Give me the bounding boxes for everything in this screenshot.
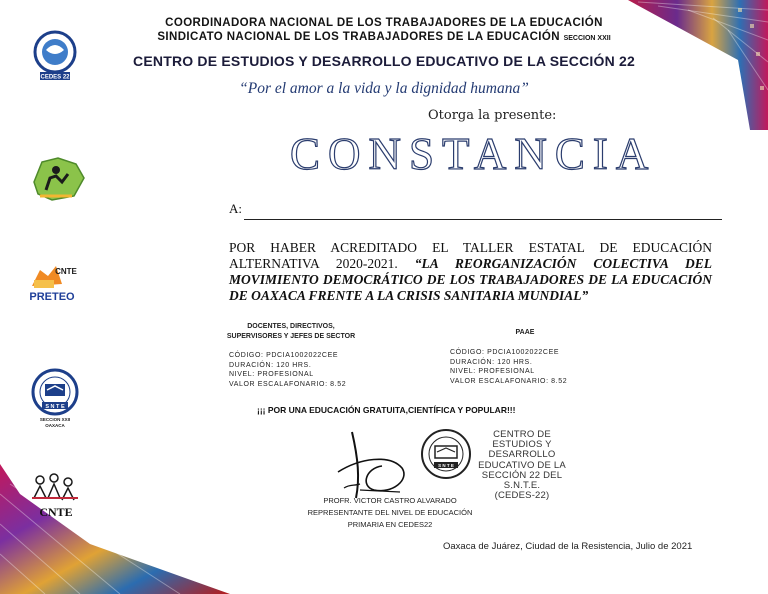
preteo-text: PRETEO [29, 291, 75, 303]
snte-logo [28, 368, 82, 430]
signer-role-1: REPRESENTANTE DEL NIVEL DE EDUCACIÓN [307, 508, 473, 517]
seal-badge-text: S N T E [438, 463, 454, 468]
seal-line: S.N.T.E. [503, 480, 541, 492]
body-intro: POR HABER ACREDITADO EL TALLER ESTATAL DE EDUCACIÓN ALTERNATIVA 2020-2021. [229, 240, 712, 271]
snte-caption-2: OAXACA [45, 423, 65, 428]
recipient-label: A: [229, 201, 242, 216]
place-and-date: Oaxaca de Juárez, Ciudad de la Resistencia, Julio de 2021 [443, 541, 693, 552]
recipient-line [244, 219, 722, 220]
certificate-title: CONSTANCIA [290, 129, 657, 179]
column-2-code: CÓDIGO: PDCIA1002022CEE [450, 349, 560, 356]
header-line-2-suffix: SECCION XXII [563, 35, 611, 42]
column-1-duration: DURACIÓN: 120 HRS. [229, 361, 312, 369]
workshop-name: “LA REORGANIZACIÓN COLECTIVA DEL MOVIMIENTO DEMOCRÁTICO DE LOS TRABAJADORES DE LA EDUCACIÓN DE OAXACA FRENTE A LA CRISIS SANITARIA MUNDIAL” [229, 256, 712, 303]
cnte-text: CNTE [39, 505, 73, 519]
header-line-2-text: SINDICATO NACIONAL DE LOS TRABAJADORES DE LA EDUCACIÓN [157, 31, 560, 43]
seal-line: ESTUDIOS Y [492, 439, 552, 451]
column-2-level: NIVEL: PROFESIONAL [450, 368, 535, 375]
handwritten-signature [330, 428, 414, 502]
signer-role-2: PRIMARIA EN CEDES22 [347, 520, 433, 529]
cedes-logo-text: CEDES 22 [40, 74, 70, 81]
column-1-value: VALOR ESCALAFONARIO: 8.52 [229, 380, 347, 388]
seal-line: EDUCATIVO DE LA [478, 459, 566, 471]
ped-oaxaca-logo [28, 152, 88, 204]
slogan: ¡¡¡ POR UNA EDUCACIÓN GRATUITA,CIENTÍFICA Y POPULAR!!! [257, 405, 516, 415]
snte-logo-text: S N T E [45, 404, 65, 410]
seal-line: CENTRO DE [493, 429, 551, 440]
column-1-level: NIVEL: PROFESIONAL [229, 371, 314, 378]
preteo-logo [28, 262, 80, 306]
column-1-code: CÓDIGO: PDCIA1002022CEE [229, 352, 339, 359]
column-1-heading: DOCENTES, DIRECTIVOS, SUPERVISORES Y JEFES DE SECTOR [226, 323, 356, 340]
preteo-cnte-text: CNTE [55, 267, 77, 276]
column-1-info [229, 351, 346, 389]
seal-line: (CEDES-22) [494, 490, 550, 502]
motto: “Por el amor a la vida y la dignidad humana” [239, 80, 529, 97]
signer-name: PROFR. VICTOR CASTRO ALVARADO [323, 496, 457, 505]
grant-text: Otorga la presente: [428, 108, 557, 123]
official-seal [420, 428, 472, 480]
certificate-body [229, 240, 712, 304]
cnte-logo [28, 470, 84, 522]
seal-line: SECCIÓN 22 DEL [481, 469, 563, 481]
column-2-info [450, 348, 567, 386]
header-line-1: COORDINADORA NACIONAL DE LOS TRABAJADORES DE LA EDUCACIÓN [165, 17, 603, 29]
seal-line: DESARROLLO [488, 449, 556, 461]
header-line-2 [0, 31, 768, 43]
column-2-value: VALOR ESCALAFONARIO: 8.52 [450, 377, 568, 385]
seal-text [474, 430, 570, 501]
column-2-duration: DURACIÓN: 120 HRS. [450, 358, 533, 366]
snte-caption-1: SECCION XXII [39, 417, 71, 422]
column-2-heading: PAAE [515, 329, 535, 336]
header-line-3: CENTRO DE ESTUDIOS Y DESARROLLO EDUCATIVO DE LA SECCIÓN 22 [133, 53, 635, 69]
